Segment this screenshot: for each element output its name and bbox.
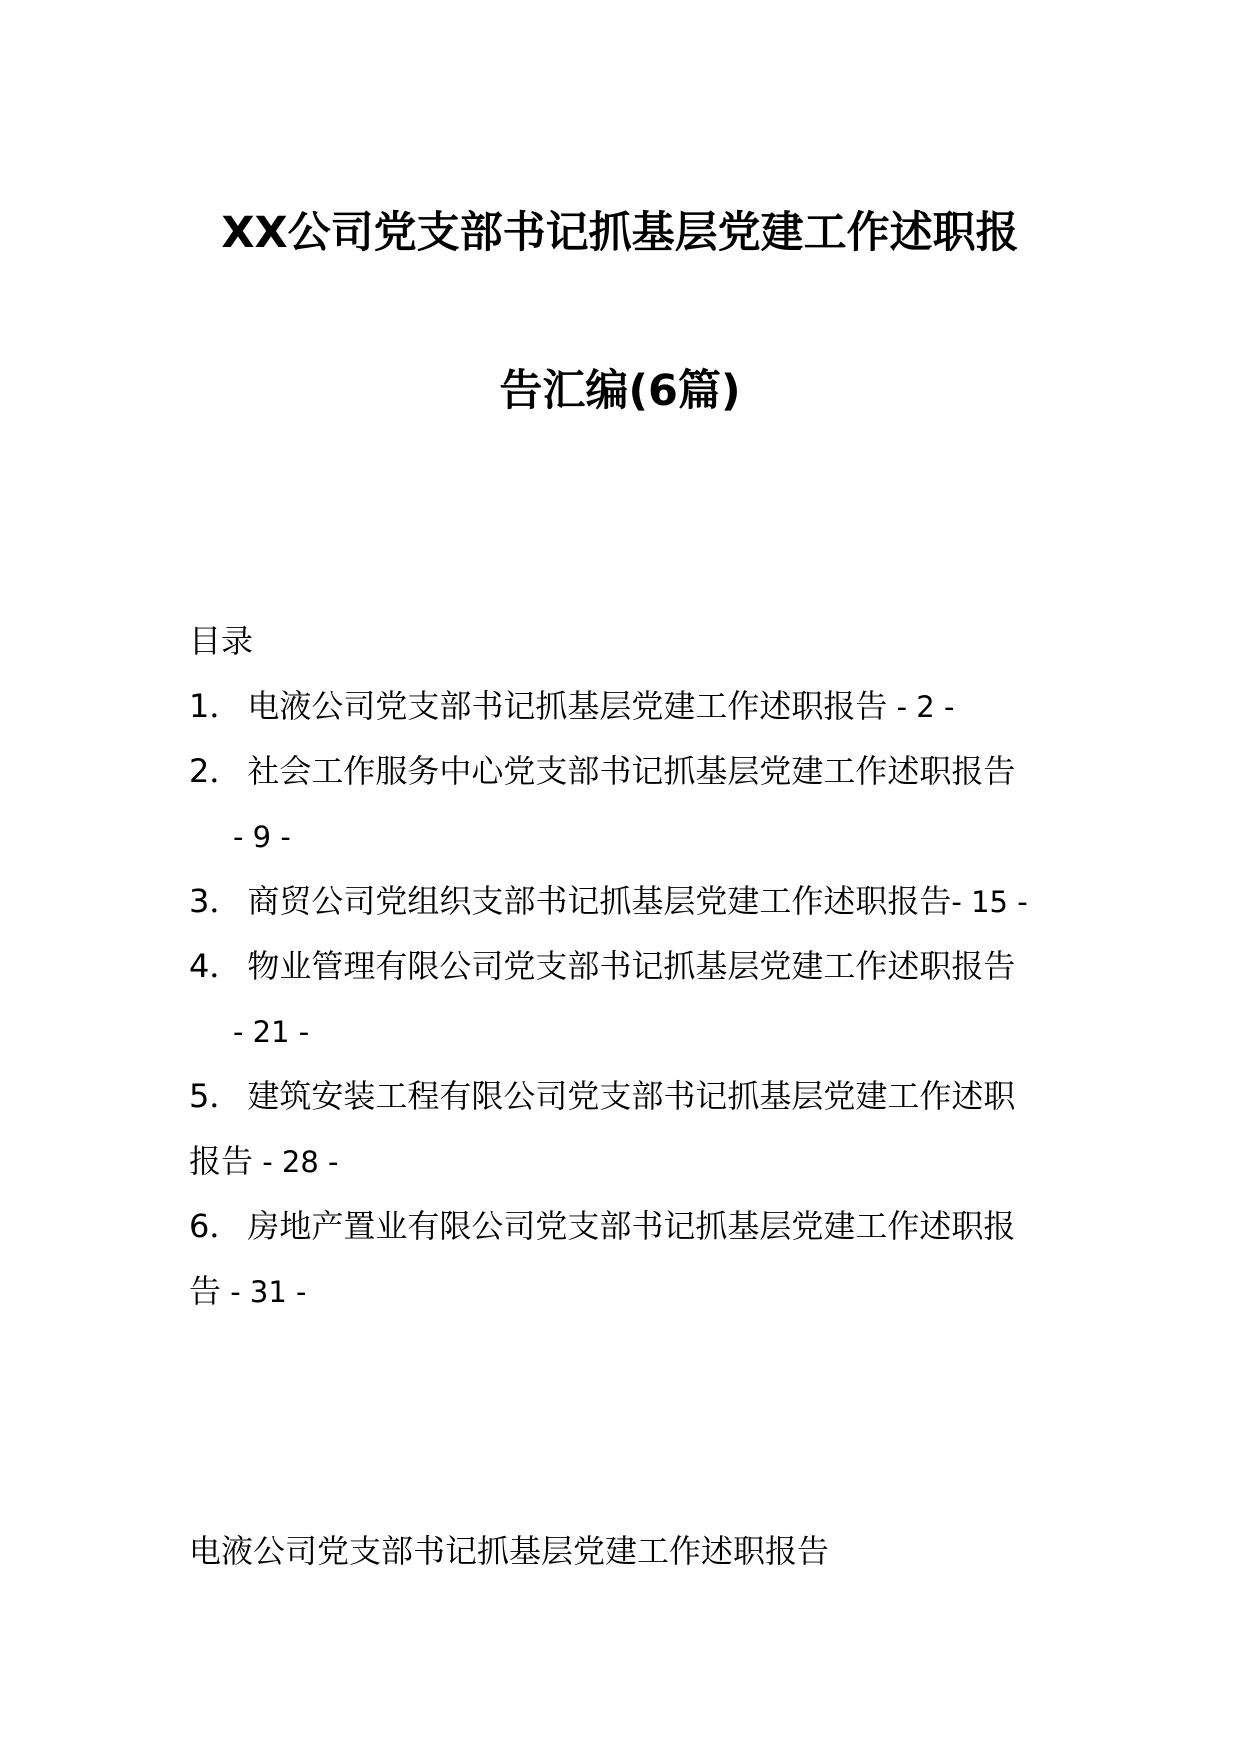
toc-heading: 目录 — [189, 622, 254, 660]
toc-entry-5-continuation[interactable] — [189, 1139, 339, 1184]
toc-entry-number: 2． — [189, 752, 242, 790]
toc-entry-number: 3． — [189, 882, 242, 920]
toc-entry-title: 建筑安装工程有限公司党支部书记抓基层党建工作述职 — [247, 1077, 1016, 1115]
document-title-line-2: 告汇编(6篇) — [499, 366, 741, 416]
document-title-line-1: XX公司党支部书记抓基层党建工作述职报 — [221, 208, 1019, 258]
toc-entry-4-page[interactable] — [233, 1009, 309, 1054]
toc-entry-title: 电液公司党支部书记抓基层党建工作述职报告 — [247, 687, 888, 725]
toc-entry-page: - 31 - — [221, 1275, 307, 1309]
toc-entry-5[interactable] — [189, 1074, 1015, 1118]
toc-entry-number: 1． — [189, 687, 242, 725]
toc-entry-title: 社会工作服务中心党支部书记抓基层党建工作述职报告 — [247, 752, 1016, 790]
toc-entry-number: 4． — [189, 947, 242, 985]
toc-entry-6[interactable] — [189, 1204, 1015, 1248]
toc-entry-2-page[interactable] — [233, 814, 291, 859]
toc-entry-4[interactable] — [189, 944, 1015, 988]
section-heading: 电液公司党支部书记抓基层党建工作述职报告 — [189, 1532, 830, 1570]
toc-entry-number: 5． — [189, 1077, 242, 1115]
toc-entry-page: - 9 - — [233, 820, 291, 854]
toc-entry-1[interactable] — [189, 684, 954, 729]
toc-entry-page: - 28 - — [253, 1145, 339, 1179]
toc-entry-3[interactable] — [189, 879, 1028, 924]
toc-entry-title: 房地产置业有限公司党支部书记抓基层党建工作述职报 — [247, 1207, 1016, 1245]
toc-entry-page: - 15 - — [951, 885, 1028, 919]
toc-entry-page: - 2 - — [887, 690, 955, 724]
toc-entry-2[interactable] — [189, 749, 1015, 793]
toc-entry-6-continuation[interactable] — [189, 1269, 307, 1314]
toc-entry-title: 物业管理有限公司党支部书记抓基层党建工作述职报告 — [247, 947, 1016, 985]
toc-entry-title-continuation: 告 — [189, 1272, 222, 1310]
toc-entry-title: 商贸公司党组织支部书记抓基层党建工作述职报告 — [247, 882, 952, 920]
toc-entry-number: 6． — [189, 1207, 242, 1245]
toc-entry-title-continuation: 报告 — [189, 1142, 254, 1180]
toc-entry-page: - 21 - — [233, 1015, 310, 1049]
